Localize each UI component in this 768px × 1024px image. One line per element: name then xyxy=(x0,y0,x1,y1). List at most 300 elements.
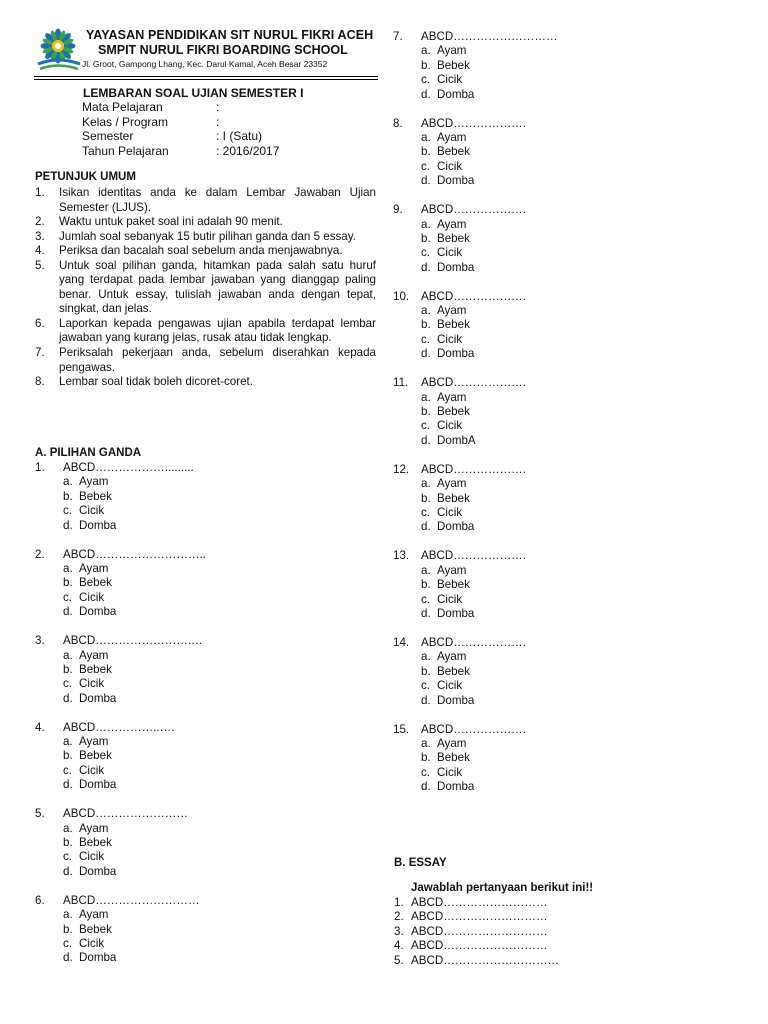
info-label: Mata Pelajaran xyxy=(82,100,163,114)
option-text: Ayam xyxy=(79,908,109,922)
option-text: Ayam xyxy=(437,477,467,491)
question-number: 8. xyxy=(393,116,403,130)
answer-option xyxy=(393,174,558,188)
option-letter: d. xyxy=(63,951,73,965)
answer-option xyxy=(393,650,558,664)
answer-option xyxy=(35,764,206,778)
answer-option xyxy=(393,419,558,433)
instruction-item xyxy=(35,186,376,215)
question-number: 2. xyxy=(35,547,45,561)
answer-option xyxy=(35,605,206,619)
instruction-item xyxy=(35,244,376,259)
question-text: ABCD………………......... xyxy=(63,461,194,474)
answer-option xyxy=(35,576,206,590)
option-text: Domba xyxy=(79,864,117,878)
option-text: Cicik xyxy=(437,506,463,519)
option-text: Ayam xyxy=(79,475,109,489)
question-stem xyxy=(35,721,206,735)
info-row xyxy=(82,100,279,115)
option-letter: a. xyxy=(421,563,431,577)
option-text: Ayam xyxy=(79,735,109,749)
option-letter: b. xyxy=(63,836,73,850)
info-value: : xyxy=(216,114,220,129)
answer-option xyxy=(35,735,206,749)
option-text: Domba xyxy=(79,518,117,532)
page-title: LEMBARAN SOAL UJIAN SEMESTER I xyxy=(83,86,304,100)
option-letter: d. xyxy=(421,260,431,274)
question-item xyxy=(393,723,558,795)
option-text: Bebek xyxy=(437,578,470,592)
essay-question xyxy=(394,939,559,953)
option-text: Cicik xyxy=(79,937,105,950)
instruction-text: Isikan identitas anda ke dalam Lembar Jawaban Ujian Semester (LJUS). xyxy=(59,186,376,214)
option-letter: c. xyxy=(63,677,73,691)
essay-instruction: Jawablah pertanyaan berikut ini!! xyxy=(411,882,594,894)
option-text: Bebek xyxy=(79,749,112,763)
option-text: Cicik xyxy=(437,592,463,606)
question-item xyxy=(393,636,558,708)
option-letter: c. xyxy=(421,159,431,173)
option-text: DombA xyxy=(437,433,476,447)
option-letter: d. xyxy=(421,433,431,447)
option-letter: b. xyxy=(421,145,431,159)
instruction-text: Lembar soal tidak boleh dicoret-coret. xyxy=(59,375,253,389)
option-text: Bebek xyxy=(437,58,470,72)
question-stem xyxy=(393,723,558,737)
answer-option xyxy=(393,405,558,419)
option-letter: c. xyxy=(63,590,73,604)
answer-option xyxy=(393,766,558,780)
question-text: ABCD………………. xyxy=(421,376,526,390)
option-text: Ayam xyxy=(437,130,467,144)
question-number: 5. xyxy=(35,807,45,821)
option-letter: d. xyxy=(63,518,73,532)
question-text: ABCD…………………….… xyxy=(63,634,203,648)
option-text: Bebek xyxy=(437,405,470,419)
option-text: Bebek xyxy=(79,576,112,590)
question-item xyxy=(35,634,206,706)
option-letter: b. xyxy=(421,664,431,678)
question-stem xyxy=(35,461,206,475)
question-item xyxy=(393,30,558,102)
option-text: Ayam xyxy=(437,390,467,404)
option-letter: c. xyxy=(63,763,73,777)
question-item xyxy=(35,894,206,966)
answer-option xyxy=(35,663,206,677)
essay-text: ABCD……………………… xyxy=(411,924,548,938)
essay-number: 2. xyxy=(394,910,404,924)
answer-option xyxy=(393,347,558,361)
essay-question xyxy=(394,910,559,924)
answer-option xyxy=(393,246,558,260)
option-letter: d. xyxy=(63,691,73,705)
option-letter: a. xyxy=(421,44,431,58)
option-letter: a. xyxy=(421,130,431,144)
essay-heading: B. ESSAY xyxy=(394,857,447,869)
info-label: Kelas / Program xyxy=(82,114,169,129)
question-item xyxy=(35,461,206,533)
question-item xyxy=(393,463,558,535)
instruction-number: 6. xyxy=(35,316,45,330)
option-text: Bebek xyxy=(437,664,470,678)
answer-option xyxy=(393,665,558,679)
info-row xyxy=(82,129,279,144)
question-number: 13. xyxy=(393,549,410,563)
option-letter: b. xyxy=(63,749,73,763)
question-stem xyxy=(393,463,558,477)
option-text: Bebek xyxy=(79,489,112,503)
option-text: Ayam xyxy=(437,44,467,58)
option-letter: c. xyxy=(421,679,431,693)
school-address: Jl. Groot, Gampong Lhang, Kec. Darul Kamal, Aceh Besar 23352 xyxy=(82,59,328,69)
question-text: ABCD………………. xyxy=(421,116,526,130)
option-text: Domba xyxy=(437,606,475,620)
instruction-item xyxy=(35,346,376,375)
option-text: Cicik xyxy=(79,504,105,518)
question-number: 3. xyxy=(35,634,45,648)
option-letter: b. xyxy=(63,576,73,590)
option-text: Domba xyxy=(79,605,117,619)
instruction-item xyxy=(35,215,376,230)
question-text: ABCD……………..…. xyxy=(63,720,175,734)
option-text: Cicik xyxy=(437,159,463,173)
option-letter: a. xyxy=(421,217,431,231)
question-stem xyxy=(393,30,558,44)
question-stem xyxy=(393,203,558,217)
question-stem xyxy=(393,636,558,650)
instructions-list xyxy=(35,186,376,390)
option-letter: d. xyxy=(63,864,73,878)
option-text: Bebek xyxy=(437,491,470,505)
questions-column-right xyxy=(393,30,558,809)
question-text: ABCD………………. xyxy=(421,722,526,736)
foundation-name: YAYASAN PENDIDIKAN SIT NURUL FIKRI ACEH xyxy=(86,28,374,42)
answer-option xyxy=(393,434,558,448)
option-text: Cicik xyxy=(437,332,463,346)
option-text: Ayam xyxy=(79,648,109,662)
option-text: Cicik xyxy=(437,73,463,87)
question-number: 1. xyxy=(35,461,45,474)
option-text: Cicik xyxy=(437,679,463,693)
option-letter: c. xyxy=(421,246,431,260)
answer-option xyxy=(393,564,558,578)
essay-number: 5. xyxy=(394,953,404,967)
question-text: ABCD………………. xyxy=(421,462,526,476)
option-text: Bebek xyxy=(79,836,112,850)
answer-option xyxy=(393,145,558,159)
option-letter: c. xyxy=(421,765,431,779)
essay-list xyxy=(394,896,559,968)
instruction-item xyxy=(35,375,376,390)
info-row xyxy=(82,144,279,159)
answer-option xyxy=(393,318,558,332)
option-text: Ayam xyxy=(437,650,467,664)
instruction-number: 2. xyxy=(35,215,45,229)
answer-option xyxy=(35,822,206,836)
answer-option xyxy=(393,304,558,318)
question-stem xyxy=(393,117,558,131)
question-stem xyxy=(35,894,206,908)
answer-option xyxy=(393,751,558,765)
question-text: ABCD…………………… xyxy=(63,807,188,821)
option-text: Bebek xyxy=(79,922,112,936)
answer-option xyxy=(35,504,206,518)
option-letter: d. xyxy=(63,778,73,792)
answer-option xyxy=(393,44,558,58)
question-text: ABCD……………………… xyxy=(421,30,558,43)
answer-option xyxy=(393,694,558,708)
option-text: Bebek xyxy=(437,231,470,245)
answer-option xyxy=(393,59,558,73)
option-text: Domba xyxy=(437,693,475,707)
option-text: Domba xyxy=(79,951,117,965)
school-logo-icon xyxy=(34,28,88,72)
option-letter: a. xyxy=(63,821,73,835)
question-stem xyxy=(35,634,206,648)
instruction-number: 5. xyxy=(35,258,45,272)
option-letter: b. xyxy=(421,318,431,332)
question-text: ABCD……………………… xyxy=(63,893,200,907)
question-text: ABCD………………. xyxy=(421,289,526,303)
question-stem xyxy=(393,549,558,563)
answer-option xyxy=(393,333,558,347)
instruction-number: 1. xyxy=(35,186,45,199)
question-item xyxy=(35,807,206,879)
option-text: Ayam xyxy=(437,217,467,231)
answer-option xyxy=(393,520,558,534)
option-letter: a. xyxy=(63,561,73,575)
question-number: 10. xyxy=(393,289,410,303)
answer-option xyxy=(35,591,206,605)
option-letter: a. xyxy=(421,650,431,664)
answer-option xyxy=(35,519,206,533)
instructions-heading: PETUNJUK UMUM xyxy=(35,171,136,183)
question-item xyxy=(393,376,558,448)
essay-number: 4. xyxy=(394,939,404,953)
instruction-text: Periksalah pekerjaan anda, sebelum diserahkan kepada pengawas. xyxy=(59,346,376,374)
answer-option xyxy=(35,692,206,706)
instruction-item xyxy=(35,230,376,245)
answer-option xyxy=(393,506,558,520)
answer-option xyxy=(35,475,206,489)
option-text: Domba xyxy=(437,87,475,101)
option-text: Domba xyxy=(437,520,475,534)
essay-number: 1. xyxy=(394,896,404,909)
option-letter: a. xyxy=(63,735,73,749)
option-text: Ayam xyxy=(437,736,467,750)
option-text: Domba xyxy=(437,260,475,274)
answer-option xyxy=(393,607,558,621)
answer-option xyxy=(35,865,206,879)
question-number: 12. xyxy=(393,462,410,476)
question-number: 14. xyxy=(393,635,410,649)
option-letter: c. xyxy=(421,506,431,519)
answer-option xyxy=(35,836,206,850)
option-text: Bebek xyxy=(79,662,112,676)
option-letter: d. xyxy=(421,693,431,707)
option-text: Cicik xyxy=(437,765,463,779)
option-letter: d. xyxy=(63,605,73,619)
option-letter: a. xyxy=(421,390,431,404)
answer-option xyxy=(393,737,558,751)
instruction-text: Untuk soal pilihan ganda, hitamkan pada salah satu huruf yang terdapat pada lembar jawaban yang dianggap paling benar. Untuk essay, tulislah jawaban anda dengan tepat, singkat, dan jelas. xyxy=(59,258,376,316)
essay-text: ABCD……………………… xyxy=(411,896,548,909)
answer-option xyxy=(35,778,206,792)
question-text: ABCD………………. xyxy=(421,203,526,217)
option-text: Cicik xyxy=(79,850,105,864)
option-letter: b. xyxy=(421,578,431,592)
info-row xyxy=(82,115,279,130)
option-letter: c. xyxy=(421,419,431,433)
info-value: : 2016/2017 xyxy=(216,143,280,158)
question-item xyxy=(393,203,558,275)
option-text: Domba xyxy=(79,778,117,792)
option-text: Ayam xyxy=(437,304,467,318)
letterhead xyxy=(34,26,378,72)
question-number: 11. xyxy=(393,376,409,390)
answer-option xyxy=(35,937,206,951)
answer-option xyxy=(393,593,558,607)
option-text: Ayam xyxy=(79,821,109,835)
essay-question xyxy=(394,954,559,968)
option-text: Ayam xyxy=(79,561,109,575)
answer-option xyxy=(35,951,206,965)
option-text: Cicik xyxy=(437,246,463,260)
question-stem xyxy=(393,376,558,390)
option-text: Bebek xyxy=(437,751,470,765)
question-stem xyxy=(35,807,206,821)
info-label: Tahun Pelajaran xyxy=(82,143,169,158)
option-letter: a. xyxy=(421,477,431,491)
answer-option xyxy=(393,477,558,491)
option-letter: c. xyxy=(63,850,73,864)
option-text: Bebek xyxy=(437,145,470,159)
answer-option xyxy=(393,88,558,102)
instruction-text: Laporkan kepada pengawas ujian apabila terdapat lembar jawaban yang kurang jelas, rusak atau tidak lengkap. xyxy=(59,316,376,345)
instruction-item xyxy=(35,317,376,346)
info-value: : xyxy=(216,100,220,114)
option-text: Ayam xyxy=(437,563,467,577)
essay-number: 3. xyxy=(394,924,404,938)
option-letter: b. xyxy=(63,489,73,503)
question-item xyxy=(393,117,558,189)
option-letter: a. xyxy=(63,908,73,922)
answer-option xyxy=(393,73,558,87)
answer-option xyxy=(35,923,206,937)
answer-option xyxy=(35,562,206,576)
option-letter: a. xyxy=(421,736,431,750)
option-text: Cicik xyxy=(79,677,105,691)
instruction-number: 3. xyxy=(35,229,45,243)
option-letter: a. xyxy=(63,648,73,662)
option-text: Domba xyxy=(79,691,117,705)
option-letter: d. xyxy=(421,606,431,620)
answer-option xyxy=(393,131,558,145)
option-letter: b. xyxy=(63,662,73,676)
answer-option xyxy=(393,261,558,275)
instruction-number: 4. xyxy=(35,244,45,258)
answer-option xyxy=(393,780,558,794)
option-letter: d. xyxy=(421,780,431,794)
answer-option xyxy=(35,649,206,663)
option-letter: b. xyxy=(63,922,73,936)
question-stem xyxy=(35,548,206,562)
answer-option xyxy=(393,492,558,506)
exam-info xyxy=(82,100,279,158)
instruction-text: Jumlah soal sebanyak 15 butir pilihan ganda dan 5 essay. xyxy=(59,229,356,243)
instruction-text: Periksa dan bacalah soal sebelum anda menjawabnya. xyxy=(59,244,343,258)
answer-option xyxy=(393,679,558,693)
answer-option xyxy=(393,578,558,592)
answer-option xyxy=(35,850,206,864)
question-text: ABCD………………. xyxy=(421,549,526,563)
instruction-number: 8. xyxy=(35,375,45,389)
answer-option xyxy=(393,232,558,246)
option-text: Cicik xyxy=(437,419,463,433)
multiple-choice-heading: A. PILIHAN GANDA xyxy=(35,447,142,459)
option-text: Domba xyxy=(437,174,475,188)
question-item xyxy=(393,549,558,621)
option-letter: c. xyxy=(63,937,73,950)
essay-text: ABCD……………………… xyxy=(411,910,548,924)
question-item xyxy=(393,290,558,362)
option-letter: b. xyxy=(421,751,431,765)
option-letter: b. xyxy=(421,58,431,72)
essay-text: ABCD………………………… xyxy=(411,953,560,967)
question-item xyxy=(35,548,206,620)
header-divider xyxy=(34,76,378,80)
option-letter: a. xyxy=(63,475,73,489)
instruction-number: 7. xyxy=(35,346,45,360)
essay-question xyxy=(394,925,559,939)
option-letter: b. xyxy=(421,405,431,419)
option-letter: c. xyxy=(421,592,431,606)
option-letter: d. xyxy=(421,174,431,188)
question-item xyxy=(35,721,206,793)
option-letter: d. xyxy=(421,347,431,361)
answer-option xyxy=(35,490,206,504)
essay-text: ABCD……………………… xyxy=(411,939,548,953)
question-stem xyxy=(393,290,558,304)
option-letter: b. xyxy=(421,231,431,245)
instruction-item xyxy=(35,259,376,317)
questions-column-left xyxy=(35,461,206,980)
instruction-text: Waktu untuk paket soal ini adalah 90 menit. xyxy=(59,215,283,229)
answer-option xyxy=(393,160,558,174)
option-text: Bebek xyxy=(437,318,470,332)
option-letter: a. xyxy=(421,304,431,318)
question-number: 15. xyxy=(393,722,410,736)
question-number: 9. xyxy=(393,203,403,217)
option-letter: d. xyxy=(421,520,431,534)
question-text: ABCD………………. xyxy=(421,635,526,649)
question-number: 4. xyxy=(35,720,45,734)
option-letter: d. xyxy=(421,87,431,101)
option-letter: c. xyxy=(63,504,73,518)
school-name: SMPIT NURUL FIKRI BOARDING SCHOOL xyxy=(98,43,348,57)
option-letter: c. xyxy=(421,332,431,346)
option-text: Cicik xyxy=(79,590,105,604)
question-number: 7. xyxy=(393,30,403,43)
option-text: Domba xyxy=(437,347,475,361)
option-text: Domba xyxy=(437,780,475,794)
option-letter: c. xyxy=(421,73,431,87)
answer-option xyxy=(35,749,206,763)
answer-option xyxy=(393,391,558,405)
question-text: ABCD……………………….. xyxy=(63,547,206,561)
option-letter: b. xyxy=(421,491,431,505)
answer-option xyxy=(35,677,206,691)
